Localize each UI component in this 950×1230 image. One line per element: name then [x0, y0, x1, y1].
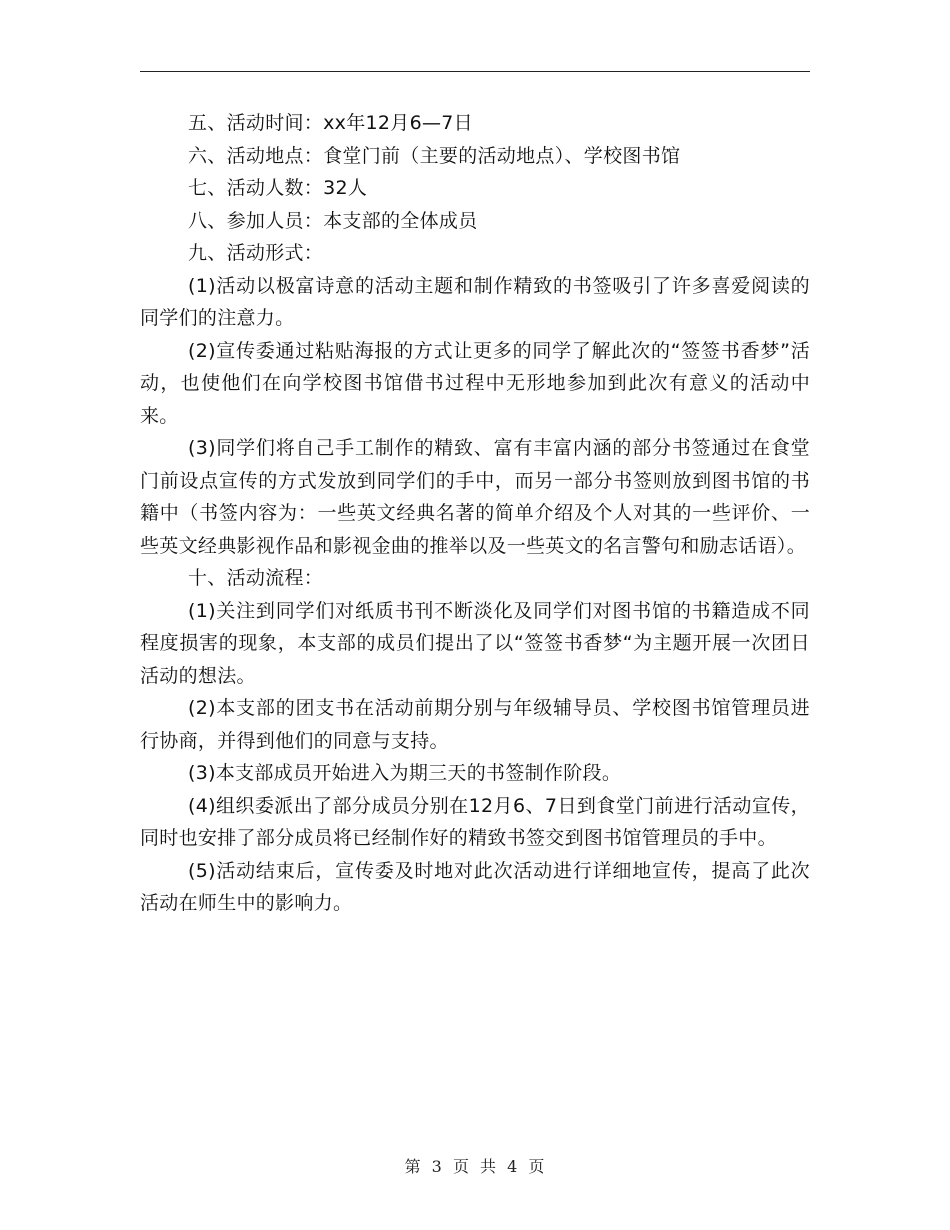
- page-number-footer: 第 3 页 共 4 页: [404, 1157, 546, 1176]
- paragraph-activity-headcount: 七、活动人数：32人: [188, 177, 368, 199]
- paragraph-participants: 八、参加人员：本支部的全体成员: [188, 209, 478, 232]
- paragraph-format-item-1: (1)活动以极富诗意的活动主题和制作精致的书签吸引了许多喜爱阅读的同学们的注意力。: [140, 274, 810, 329]
- paragraph-format-item-3: (3)同学们将自己手工制作的精致、富有丰富内涵的部分书签通过在食堂门前设点宣传的方式发放到同学们的手中，而另一部分书签则放到图书馆的书籍中（书签内容为：一些英文经典名著的简单介绍及个人对其的一些评价、一些英文经典影视作品和影视金曲的推举以及一些英文的名言警句和励志话语）。: [140, 437, 810, 557]
- paragraph-process-item-4: (4)组织委派出了部分成员分别在12月6、7日到食堂门前进行活动宣传，同时也安排了部分成员将已经制作好的精致书签交到图书馆管理员的手中。: [140, 794, 810, 849]
- paragraph-process-item-1: (1)关注到同学们对纸质书刊不断淡化及同学们对图书馆的书籍造成不同程度损害的现象，本支部的成员们提出了以“签签书香梦“为主题开展一次团日活动的想法。: [140, 599, 810, 687]
- header-rule: [140, 71, 810, 72]
- paragraph-process-item-3: (3)本支部成员开始进入为期三天的书签制作阶段。: [188, 762, 622, 784]
- paragraph-activity-time: 五、活动时间：xx年12月6—7日: [188, 112, 473, 134]
- paragraph-process-item-5: (5)活动结束后，宣传委及时地对此次活动进行详细地宣传，提高了此次活动在师生中的影响力。: [140, 859, 810, 914]
- paragraph-activity-location: 六、活动地点：食堂门前（主要的活动地点）、学校图书馆: [188, 144, 681, 167]
- paragraph-format-item-2: (2)宣传委通过粘贴海报的方式让更多的同学了解此次的“签签书香梦”活动，也使他们在向学校图书馆借书过程中无形地参加到此次有意义的活动中来。: [140, 339, 810, 427]
- paragraph-activity-process-heading: 十、活动流程：: [188, 567, 324, 589]
- paragraph-activity-format-heading: 九、活动形式：: [188, 242, 324, 264]
- document-body: [140, 107, 810, 920]
- paragraph-process-item-2: (2)本支部的团支书在活动前期分别与年级辅导员、学校图书馆管理员进行协商，并得到他们的同意与支持。: [140, 697, 810, 752]
